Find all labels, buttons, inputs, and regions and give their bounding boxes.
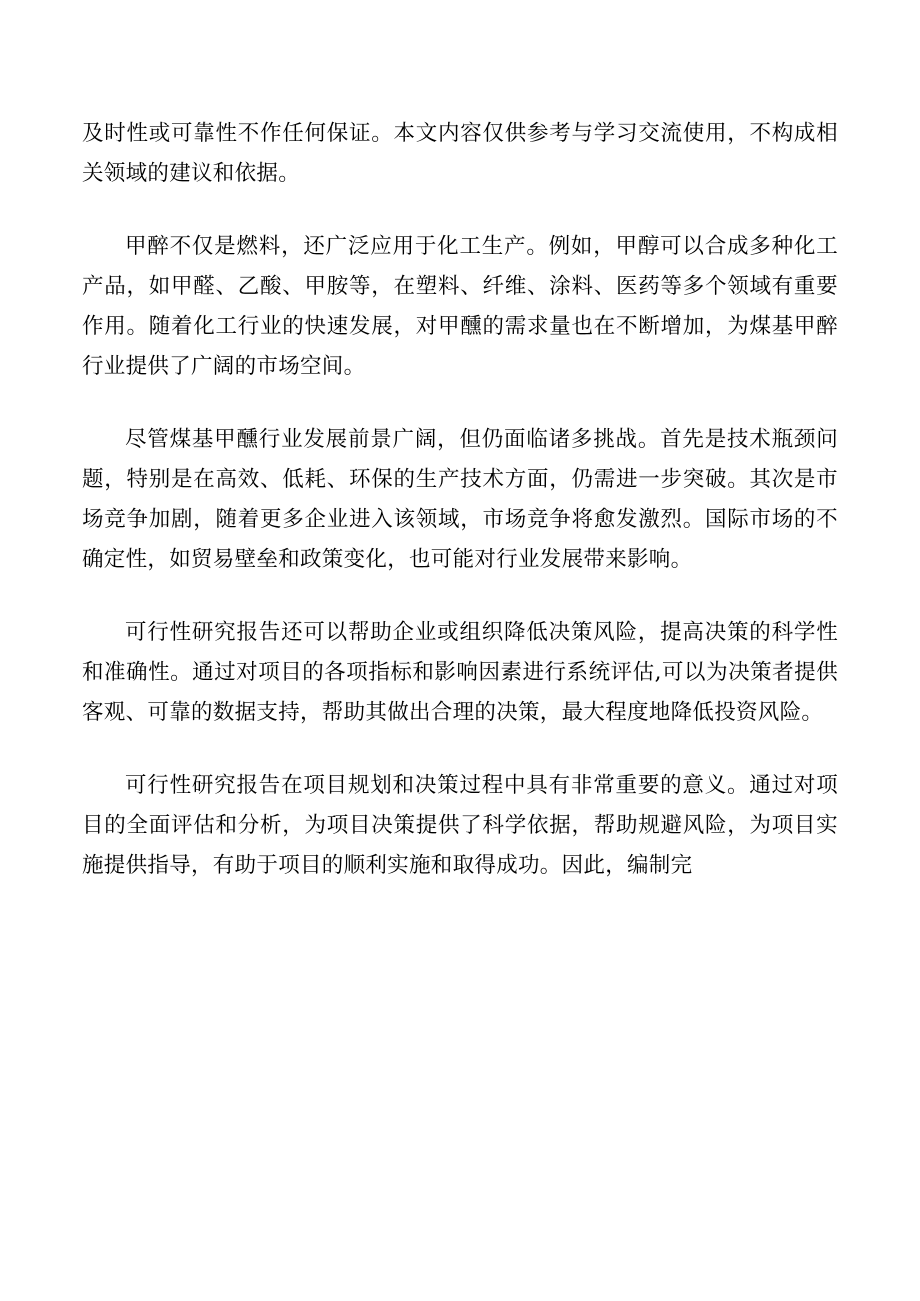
paragraph-5: 可行性研究报告在项目规划和决策过程中具有非常重要的意义。通过对项目的全面评估和分析，为项目决策提供了科学依据，帮助规避风险，为项目实施提供指导，有助于项目的顺利实施和取得成功。因此，编制完	[82, 773, 838, 878]
paragraph-4: 可行性研究报告还可以帮助企业或组织降低决策风险，提高决策的科学性和准确性。通过对项目的各项指标和影响因素进行系统评估,可以为决策者提供客观、可靠的数据支持，帮助其做出合理的决策，最大程度地降低投资风险。	[82, 620, 838, 725]
paragraph-1: 及时性或可靠性不作任何保证。本文内容仅供参考与学习交流使用，不构成相关领域的建议和依据。	[82, 121, 838, 186]
document-body	[82, 114, 838, 919]
paragraph-2: 甲醉不仅是燃料，还广泛应用于化工生产。例如，甲醇可以合成多种化工产品，如甲醛、乙酸、甲胺等，在塑料、纤维、涂料、医药等多个领域有重要作用。随着化工行业的快速发展，对甲醺的需求量也在不断增加，为煤基甲醉行业提供了广阔的市场空间。	[82, 234, 838, 379]
paragraph-3: 尽管煤基甲醺行业发展前景广阔，但仍面临诸多挑战。首先是技术瓶颈问题，特别是在高效、低耗、环保的生产技术方面，仍需进一步突破。其次是市场竞争加剧，随着更多企业进入该领域，市场竞争将愈发激烈。国际市场的不确定性，如贸易壁垒和政策变化，也可能对行业发展带来影响。	[82, 427, 838, 572]
